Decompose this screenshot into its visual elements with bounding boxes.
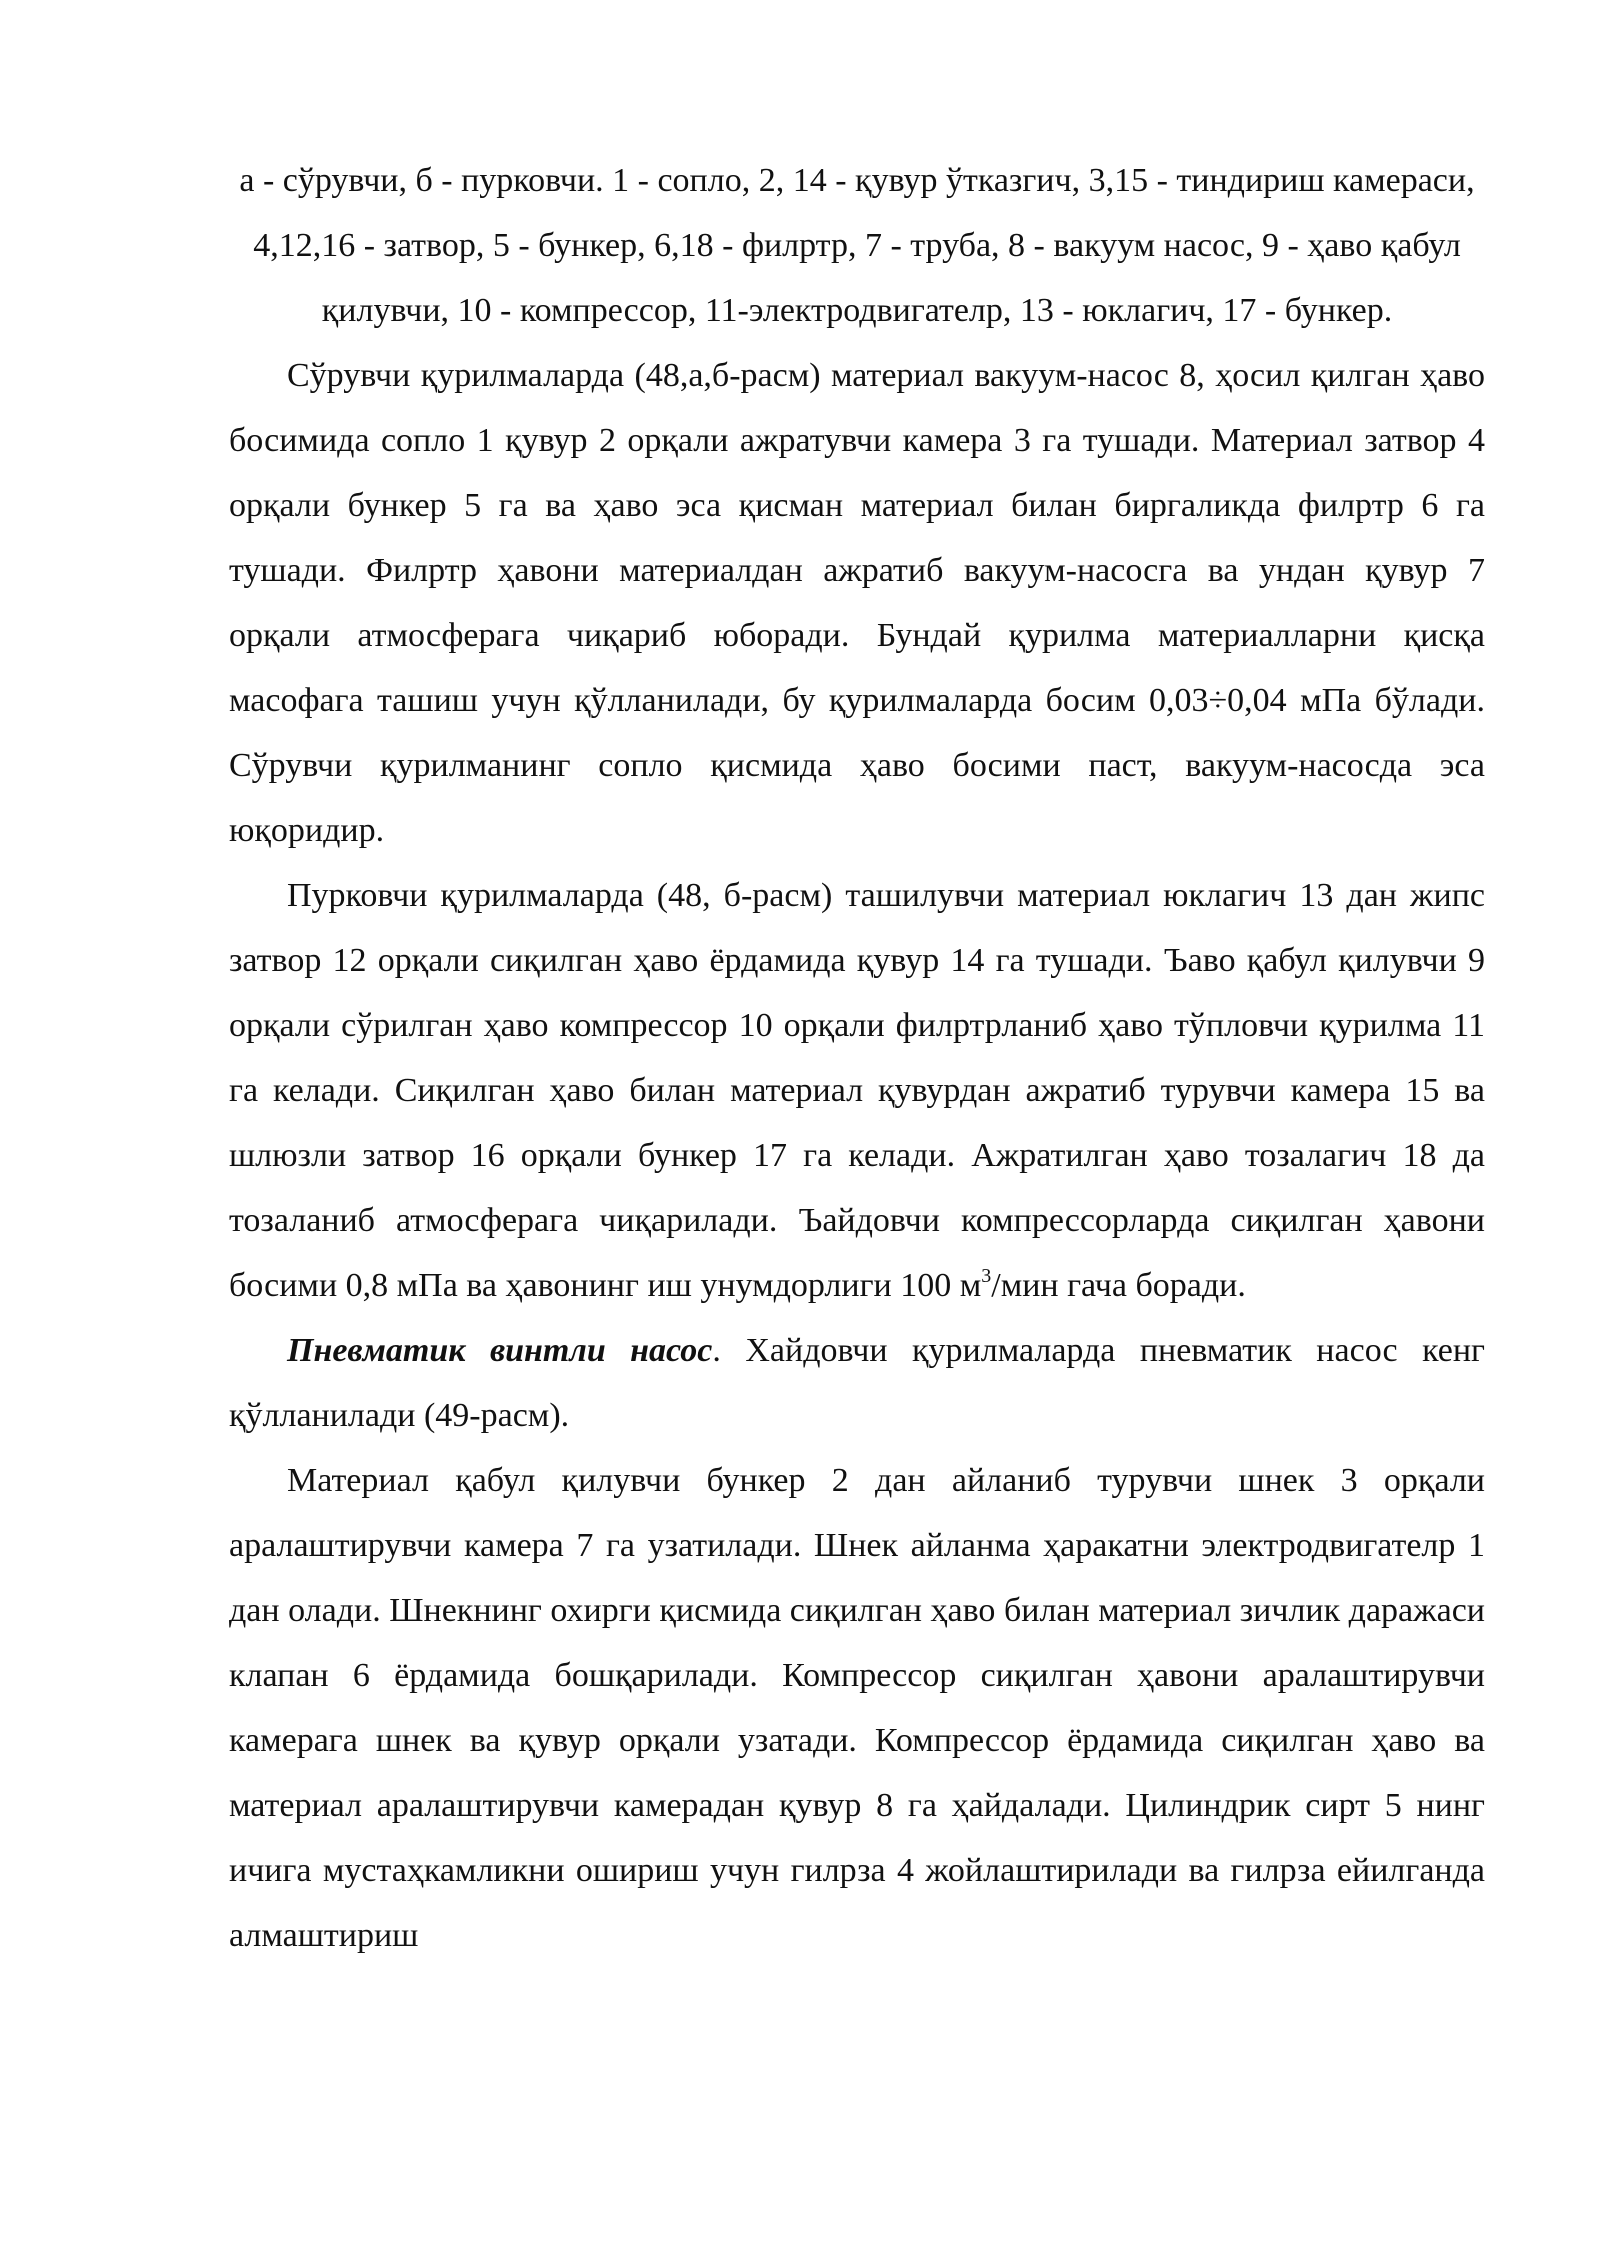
paragraph-pneumatic-text: . Хайдовчи қурилмаларда пневматик насос кенг қўлланилади (49-расм). [229, 1332, 1485, 1434]
paragraph-screw-pump-operation: Материал қабул қилувчи бункер 2 дан айланиб турувчи шнек 3 орқали аралаштирувчи камера 7 га узатилади. Шнек айланма ҳаракатни электродвигателр 1 дан олади. Шнекнинг охирги қисмида сиқилган ҳаво билан материал зичлик даражаси клапан 6 ёрдамида бошқарилади. Компрессор сиқилган ҳавони аралаштирувчи камерага шнек ва қувур орқали узатади. Компрессор ёрдамида сиқилган ҳаво ва материал аралаштирувчи камерадан қувур 8 га ҳайдалади. Цилиндрик сирт 5 нинг ичига мустаҳкамликни ошириш учун гилрза 4 жойлаштирилади ва гилрза ейилганда алмаштириш [229, 1462, 1485, 1954]
paragraph-blowing-text: Пурковчи қурилмаларда (48, б-расм) ташилувчи материал юклагич 13 дан жипс затвор 12 орқали сиқилган ҳаво ёрдамида қувур 14 га тушади. Ъаво қабул қилувчи 9 орқали сўрилган ҳаво компрессор 10 орқали филртрланиб ҳаво тўпловчи қурилма 11 га келади. Сиқилган ҳаво билан материал қувурдан ажратиб турувчи камера 15 ва шлюзли затвор 16 орқали бункер 17 га келади. Ажратилган ҳаво тозалагич 18 да тозаланиб атмосферага чиқарилади. Ъайдовчи компрессорларда сиқилган ҳавони босими 0,8 мПа ва ҳавонинг иш унумдорлиги 100 м [229, 877, 1485, 1304]
paragraph-pneumatic-screw-pump [229, 1318, 1485, 1448]
paragraph-blowing-end: /мин гача боради. [991, 1267, 1246, 1304]
paragraph-blowing-devices [229, 863, 1485, 1318]
figure-caption: а - сўрувчи, б - пурковчи. 1 - сопло, 2, 14 - қувур ўтказгич, 3,15 - тиндириш камераси, 4,12,16 - затвор, 5 - бункер, 6,18 - филртр, 7 - труба, 8 - вакуум насос, 9 - ҳаво қабул қилувчи, 10 - компрессор, 11-электродвигателр, 13 - юклагич, 17 - бункер. [239, 162, 1475, 329]
superscript-cube: 3 [981, 1265, 992, 1287]
page-body [229, 148, 1485, 1968]
term-pneumatic-screw-pump: Пневматик винтли насос [287, 1332, 713, 1369]
paragraph-suction-devices: Сўрувчи қурилмаларда (48,а,б-расм) материал вакуум-насос 8, ҳосил қилган ҳаво босимида сопло 1 қувур 2 орқали ажратувчи камера 3 га тушади. Материал затвор 4 орқали бункер 5 га ва ҳаво эса қисман материал билан биргаликда филртр 6 га тушади. Филртр ҳавони материалдан ажратиб вакуум-насосга ва ундан қувур 7 орқали атмосферага чиқариб юборади. Бундай қурилма материалларни қисқа масофага ташиш учун қўлланилади, бу қурилмаларда босим 0,03÷0,04 мПа бўлади. Сўрувчи қурилманинг сопло қисмида ҳаво босими паст, вакуум-насосда эса юқоридир. [229, 357, 1485, 849]
